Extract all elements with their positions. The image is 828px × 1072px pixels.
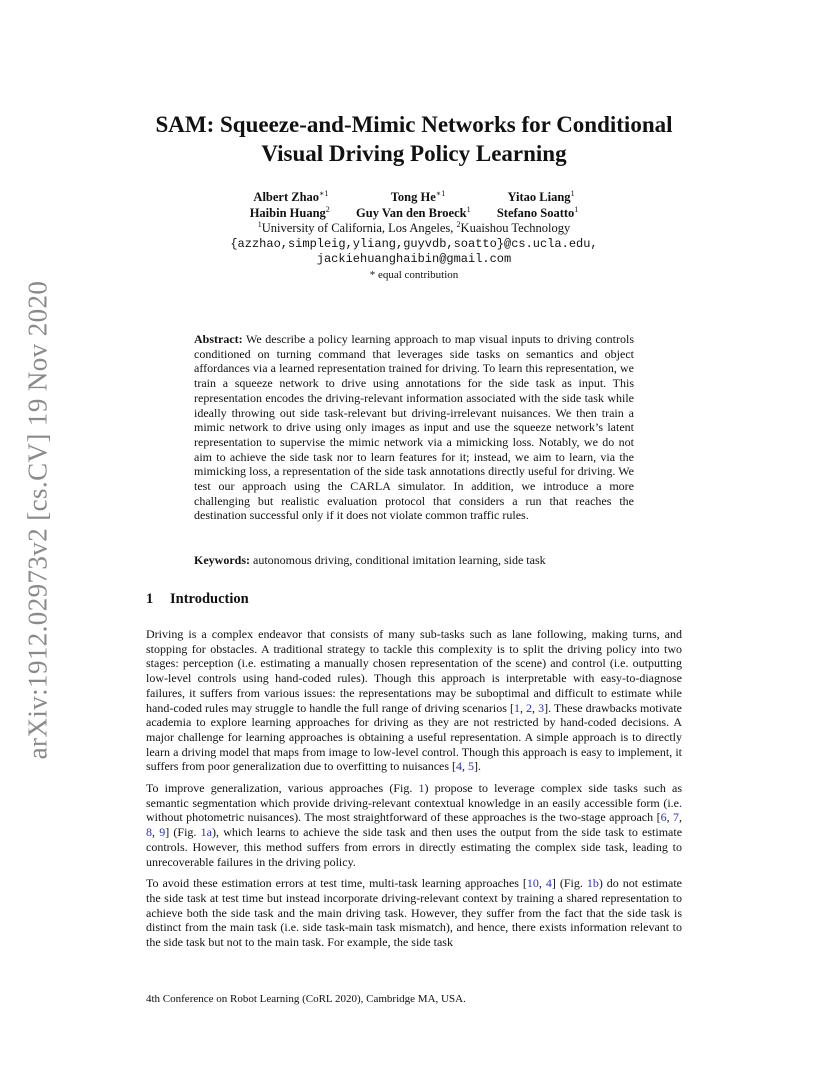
figure-link[interactable]: 1b xyxy=(586,876,599,891)
body-text xyxy=(146,627,682,957)
paragraph-2: To improve generalization, various approaches (Fig. 1) propose to leverage complex side tasks such as semantic segmentation which provide driving-relevant contextual knowledge in an easily accessible form (i.e. without photometric nuisances). The most straightforward of these approaches is the two-stage approach [6, 7, 8, 9] (Fig. 1a), which learns to achieve the side task and then uses the output from the side task to estimate controls. However, this method suffers from errors in directly estimating the complex side task, leading to unrecoverable failures in the driving policy. xyxy=(146,781,683,869)
author-row-2 xyxy=(100,206,728,222)
text-run: ) do not estimate the side task at test time but instead incorporate driving-relevant context by training a shared representation to achieve both the side task and the main driving task. However, they suffer from the fact that the side task is distinct from the main task (i.e. side task-main task mismatch), and hence, there exists information relevant to the side task but not to the main task. For example, the side task xyxy=(146,876,683,950)
figure-link[interactable]: 1 xyxy=(418,781,425,796)
citation-link[interactable]: 7 xyxy=(673,810,680,825)
author-name: Yitao Liang xyxy=(507,190,571,204)
author-mark: ∗1 xyxy=(319,189,329,198)
citation-link[interactable]: 1 xyxy=(513,700,520,715)
affiliation-mark: 2 xyxy=(456,220,461,229)
arxiv-id-text: arXiv:1912.02973v2 [cs.CV] 19 Nov 2020 xyxy=(22,280,53,760)
keywords xyxy=(194,553,634,568)
text-run: Driving is a complex endeavor that consists of many sub-tasks such as lane following, making turns, and stopping for obstacles. A traditional strategy to tackle this complexity is to split the driving policy into two stages: perception (i.e. estimating a manually chosen representation of the scene) and control (i.e. outputting low-level controls using hand-coded rules). Though this approach is interpretable with easy-to-diagnose failures, it suffers from various issues: the representations may be suboptimal and difficult to estimate while hand-coded rules may struggle to handle the full range of driving scenarios [ xyxy=(146,627,682,715)
arxiv-identifier xyxy=(18,280,58,760)
text-run: To avoid these estimation errors at test time, multi-task learning approaches [ xyxy=(146,876,527,891)
citation-link[interactable]: 6 xyxy=(660,810,667,825)
affiliation-2: Kuaishou Technology xyxy=(460,221,571,235)
author-name: Stefano Soatto xyxy=(496,205,575,220)
citation-link[interactable]: 10 xyxy=(526,876,539,891)
text-run: ] (Fig. xyxy=(165,825,201,840)
author-row-1 xyxy=(100,190,728,206)
title-line-1: SAM: Squeeze-and-Mimic Networks for Conditional xyxy=(155,112,673,137)
author-block xyxy=(100,190,728,283)
citation-link[interactable]: 4 xyxy=(545,876,552,891)
citation-link[interactable]: 2 xyxy=(526,700,533,715)
paragraph-3: To avoid these estimation errors at test time, multi-task learning approaches [10, 4] (Fig. 1b) do not estimate the side task at test time but instead incorporate driving-relevant context by training a shared representation to achieve both the side task and the main driving task. However, they suffer from the fact that the side task is distinct from the main task (i.e. side task-main task mismatch), and hence, there exists information relevant to the side task but not to the main task. For example, the side task xyxy=(146,876,683,950)
section-number: 1 xyxy=(146,591,154,607)
affiliations xyxy=(100,221,728,237)
email-line-2: jackiehuanghaibin@gmail.com xyxy=(316,252,512,266)
keywords-text: autonomous driving, conditional imitation learning, side task xyxy=(250,553,546,567)
text-run: To improve generalization, various approaches (Fig. xyxy=(146,781,419,796)
email-line-1: {azzhao,simpleig,yliang,guyvdb,soatto}@cs.ucla.edu, xyxy=(230,236,598,251)
conference-footer: 4th Conference on Robot Learning (CoRL 2020), Cambridge MA, USA. xyxy=(146,993,466,1005)
abstract-text: We describe a policy learning approach to map visual inputs to driving controls conditioned on turning command that leverages side tasks on semantics and object affordances via a learned representation trained for driving. To learn this representation, we train a squeeze network to drive using annotations for the side task as input. This representation encodes the driving-relevant information associated with the side task while ideally throwing out side task-relevant but driving-irrelevant nuisances. We then train a mimic network to drive using only images as input and use the squeeze network’s latent representation to supervise the mimic network via a mimicking loss. Notably, we do not aim to achieve the side task nor to learn features for it; instead, we aim to learn, via the mimicking loss, a representation of the side task annotations directly useful for driving. We test our approach using the CARLA simulator. In addition, we introduce a more challenging but realistic evaluation protocol that considers a run that reaches the destination successful only if it does not violate common traffic rules. xyxy=(194,332,634,523)
author-mark: 1 xyxy=(574,204,579,214)
author-name: Tong He xyxy=(390,190,436,204)
title-line-2: Visual Driving Policy Learning xyxy=(261,141,567,166)
figure-link[interactable]: 1a xyxy=(200,825,212,840)
equal-contribution-note: * equal contribution xyxy=(369,268,459,281)
citation-link[interactable]: 3 xyxy=(538,700,545,715)
author-name: Haibin Huang xyxy=(249,205,326,220)
text-run: ), which learns to achieve the side task and then uses the output from the side task to estimate controls. However, this method suffers from errors in directly estimating the complex side task, leading to unrecoverable failures in the driving policy. xyxy=(146,825,683,869)
text-run: ] (Fig. xyxy=(551,876,587,891)
abstract-label: Abstract: xyxy=(194,332,243,346)
section-heading xyxy=(146,591,249,608)
paper-title xyxy=(100,110,728,168)
citation-link[interactable]: 4 xyxy=(456,759,463,774)
text-run: ) propose to leverage complex side tasks such as semantic segmentation which provide driving-relevant contextual knowledge in an easily accessible form (i.e. without photometric nuisances). The most straightforward of these approaches is the two-stage approach [ xyxy=(146,781,682,825)
text-run: ]. xyxy=(474,759,482,774)
author-mark: ∗1 xyxy=(435,189,446,198)
author-name: Guy Van den Broeck xyxy=(356,205,467,220)
affiliation-mark: 1 xyxy=(257,220,262,229)
section-title: Introduction xyxy=(170,591,249,607)
author-name: Albert Zhao xyxy=(253,190,320,204)
author-mark: 1 xyxy=(570,189,575,198)
citation-link[interactable]: 5 xyxy=(468,759,475,774)
author-mark: 1 xyxy=(466,204,471,214)
paragraph-1: Driving is a complex endeavor that consists of many sub-tasks such as lane following, making turns, and stopping for obstacles. A traditional strategy to tackle this complexity is to split the driving policy into two stages: perception (i.e. estimating a manually chosen representation of the scene) and control (i.e. outputting low-level controls using hand-coded rules). Though this approach is interpretable with easy-to-diagnose failures, it suffers from various issues: the representations may be suboptimal and difficult to estimate while hand-coded rules may struggle to handle the full range of driving scenarios [1, 2, 3]. These drawbacks motivate academia to explore learning approaches for driving as they are not restricted by hand-coded decisions. A major challenge for learning approaches is obtaining a useful representation. A simple approach is to directly learn a driving model that maps from image to low-level control. Though this approach is easy to implement, it suffers from poor generalization due to overfitting to nuisances [4, 5]. xyxy=(146,627,683,774)
text-run: ]. These drawbacks motivate academia to explore learning approaches for driving as they are not restricted by hand-coded decisions. A major challenge for learning approaches is obtaining a useful representation. A simple approach is to directly learn a driving model that maps from image to low-level control. Though this approach is easy to implement, it suffers from poor generalization due to overfitting to nuisances [ xyxy=(146,700,683,774)
abstract xyxy=(194,332,634,523)
citation-link[interactable]: 8 xyxy=(146,825,152,840)
keywords-label: Keywords: xyxy=(194,553,250,567)
citation-link[interactable]: 9 xyxy=(159,825,166,840)
affiliation-1: University of California, Los Angeles, xyxy=(261,221,457,235)
author-mark: 2 xyxy=(325,204,330,214)
